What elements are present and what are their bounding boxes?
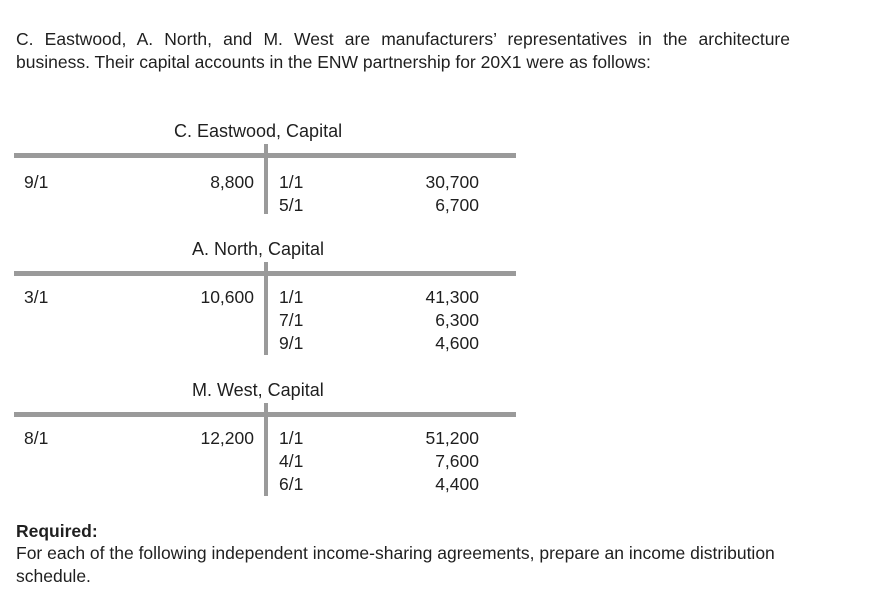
credit-date: 1/1 — [279, 428, 304, 448]
debit-amount: 12,200 — [200, 428, 254, 448]
credit-date: 7/1 — [279, 310, 304, 330]
credit-amount: 41,300 — [425, 287, 479, 307]
account-title: M. West, Capital — [192, 380, 324, 400]
t-account-north — [14, 237, 516, 362]
t-account-eastwood — [14, 118, 516, 218]
credit-amount: 6,300 — [435, 310, 479, 330]
debit-amount: 8,800 — [210, 172, 254, 192]
debit-amount: 10,600 — [200, 287, 254, 307]
debit-date: 3/1 — [24, 287, 49, 307]
credit-amount: 4,400 — [435, 474, 479, 494]
credit-amount: 6,700 — [435, 195, 479, 215]
required-label: Required: — [16, 521, 98, 541]
credit-date: 1/1 — [279, 287, 304, 307]
t-account-vertical-rule — [264, 144, 268, 214]
credit-date: 1/1 — [279, 172, 304, 192]
t-account-vertical-rule — [264, 262, 268, 355]
debit-date: 9/1 — [24, 172, 49, 192]
credit-amount: 7,600 — [435, 451, 479, 471]
required-instructions: For each of the following independent income-sharing agreements, prepare an income distribution schedule. — [16, 543, 775, 586]
credit-date: 5/1 — [279, 195, 304, 215]
debit-date: 8/1 — [24, 428, 49, 448]
account-title: C. Eastwood, Capital — [174, 121, 343, 141]
credit-amount: 4,600 — [435, 333, 479, 353]
intro-paragraph: C. Eastwood, A. North, and M. West are manufacturers’ representatives in the architecture business. Their capital accounts in the ENW partnership for 20X1 were as follows: — [16, 29, 790, 72]
t-account-west — [14, 378, 516, 503]
credit-date: 4/1 — [279, 451, 304, 471]
credit-date: 6/1 — [279, 474, 304, 494]
credit-date: 9/1 — [279, 333, 304, 353]
credit-amount: 51,200 — [425, 428, 479, 448]
credit-amount: 30,700 — [425, 172, 479, 192]
account-title: A. North, Capital — [192, 239, 325, 259]
t-account-vertical-rule — [264, 403, 268, 496]
